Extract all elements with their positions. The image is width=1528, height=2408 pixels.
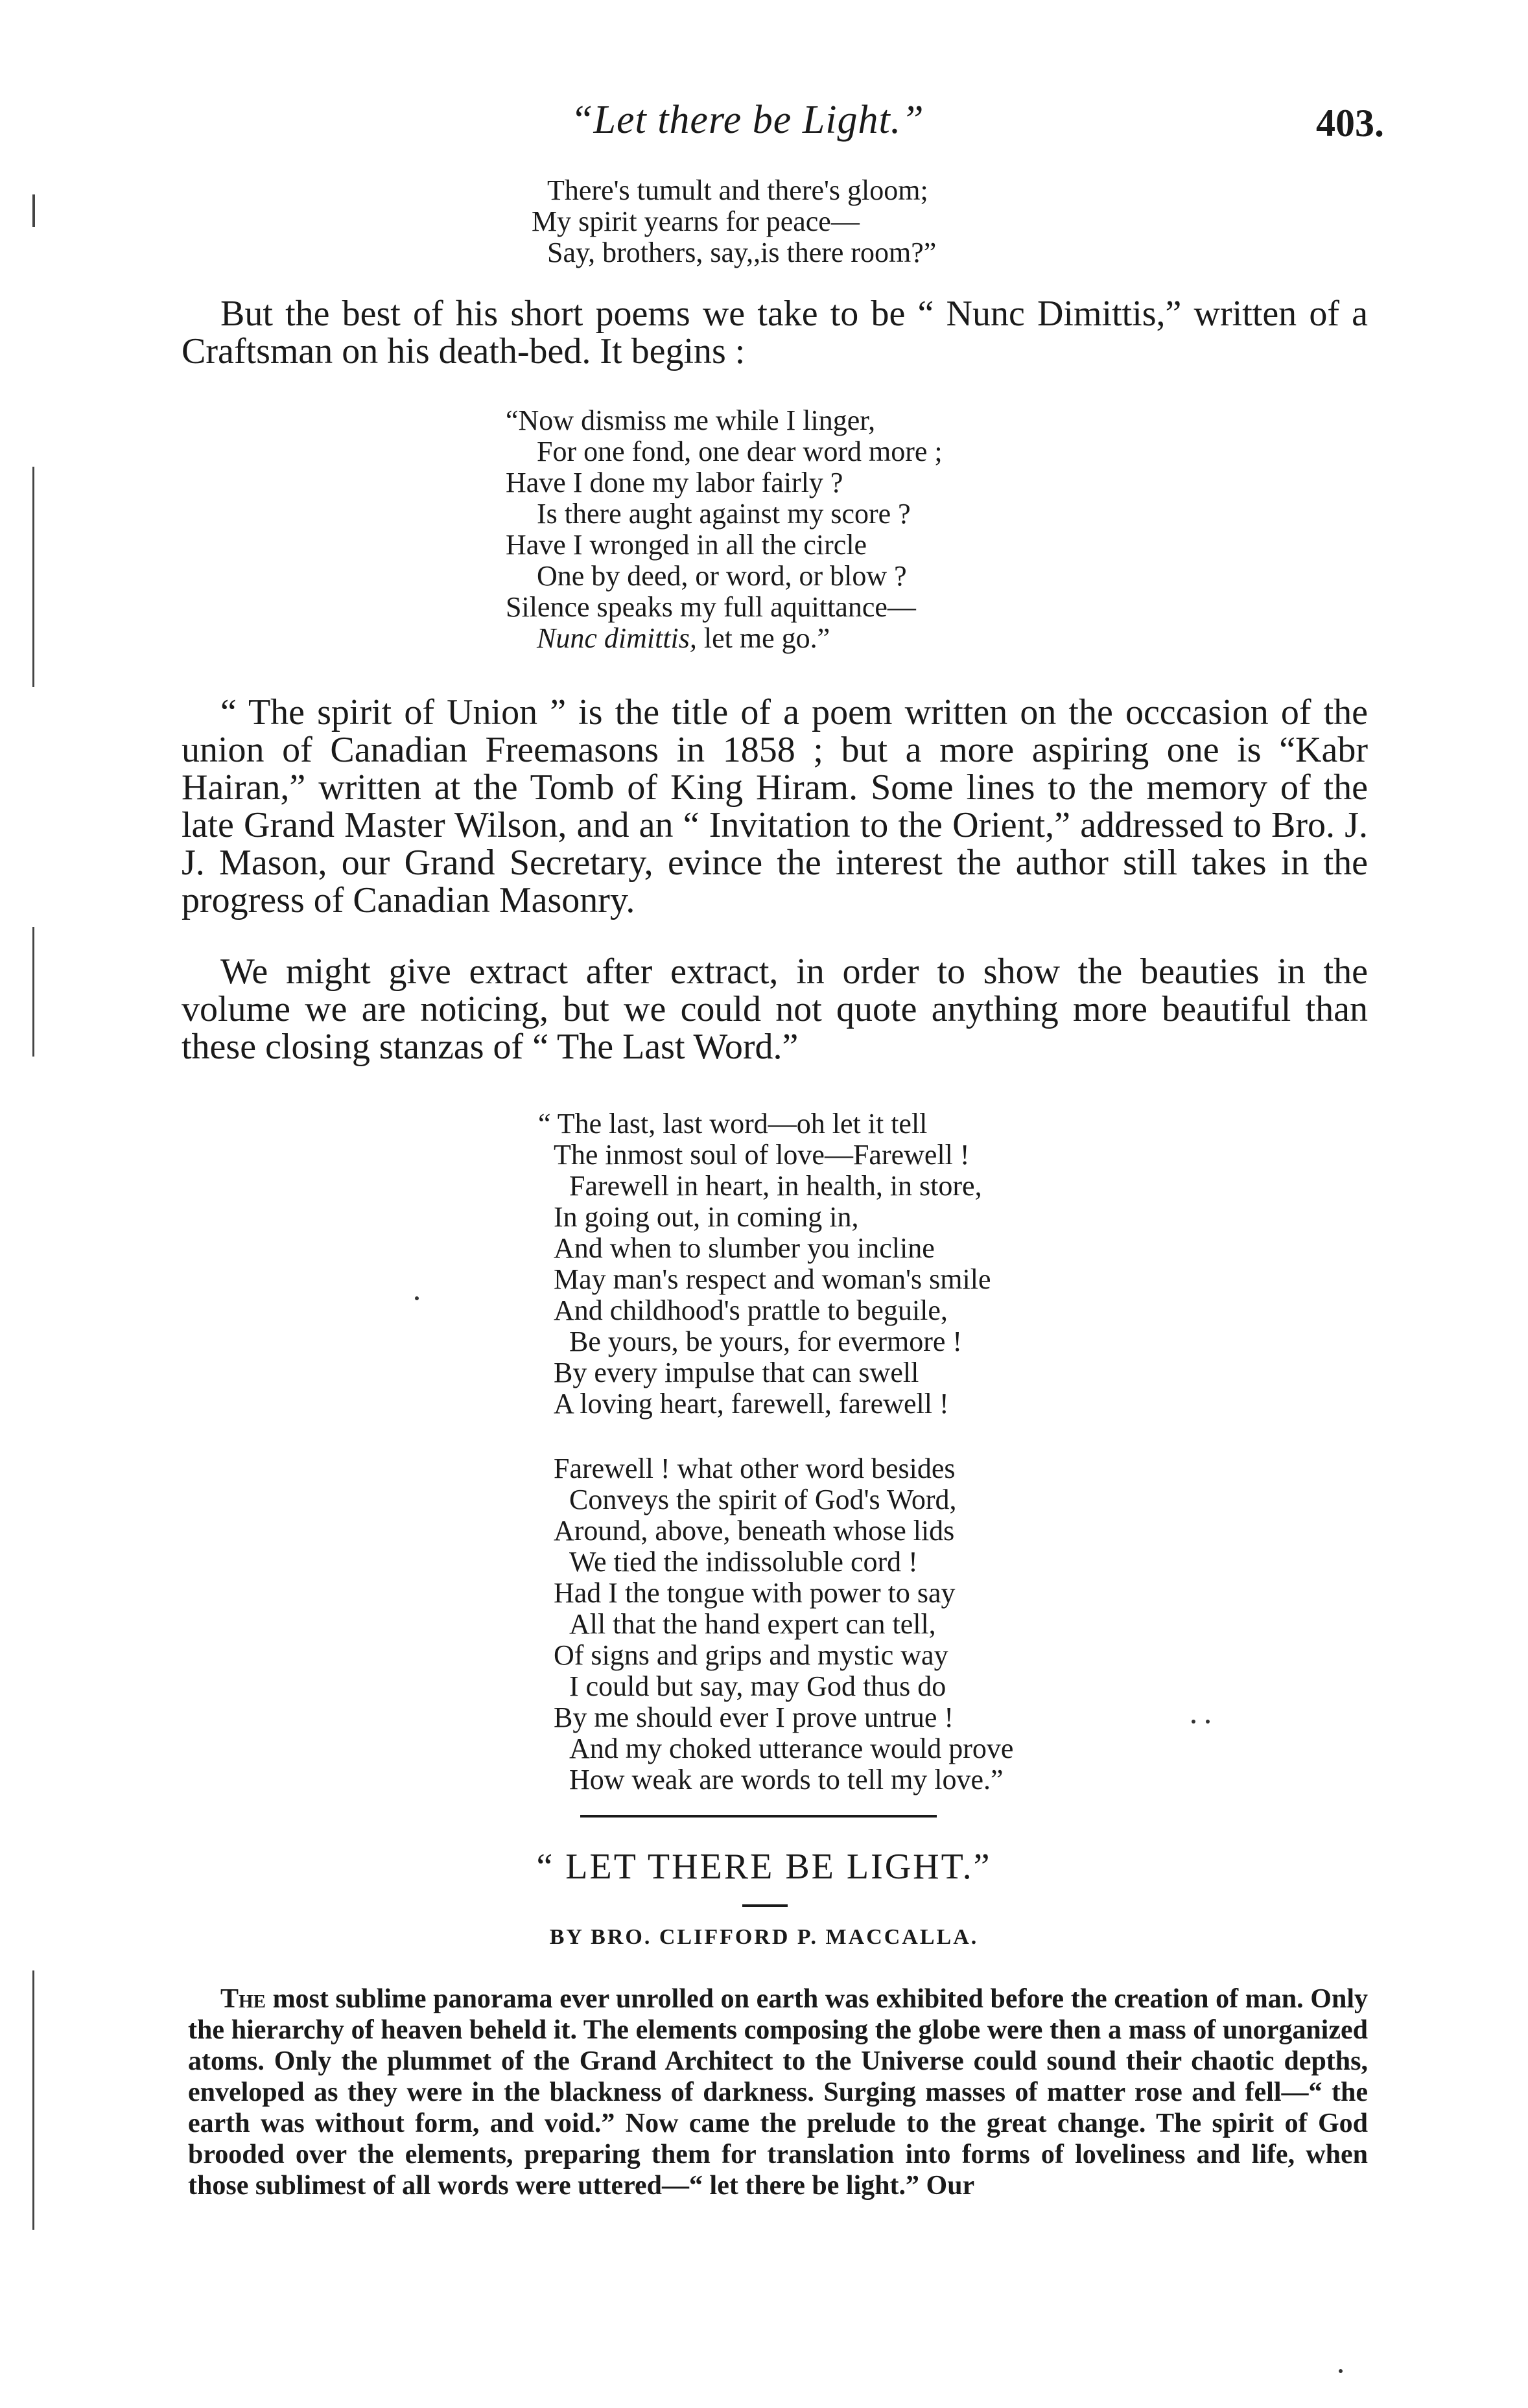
verse-line: Have I wronged in all the circle xyxy=(506,529,867,561)
margin-mark xyxy=(32,194,35,227)
verse-line: A loving heart, farewell, farewell ! xyxy=(554,1388,949,1420)
verse-line: By me should ever I prove untrue ! xyxy=(554,1701,954,1733)
article-byline: BY BRO. CLIFFORD P. MACCALLA. xyxy=(549,1925,979,1949)
page-header xyxy=(0,97,1528,156)
article-dropcap: The xyxy=(220,1984,266,2014)
stray-dot xyxy=(1339,2369,1343,2373)
verse-line: The inmost soul of love—Farewell ! xyxy=(554,1139,970,1171)
verse-line: Of signs and grips and mystic way xyxy=(554,1639,948,1671)
page-number: 403. xyxy=(1316,102,1384,145)
stray-dot xyxy=(415,1296,419,1300)
verse-line: In going out, in coming in, xyxy=(554,1201,859,1233)
verse-line: Farewell ! what other word besides xyxy=(554,1453,956,1484)
verse-line: My spirit yearns for peace— xyxy=(532,205,860,237)
verse-line: I could but say, may God thus do xyxy=(569,1670,946,1702)
verse-line: One by deed, or word, or blow ? xyxy=(537,560,907,592)
verse-line: How weak are words to tell my love.” xyxy=(569,1764,1004,1795)
running-title: “Let there be Light.” xyxy=(570,98,924,142)
verse-line: Have I done my labor fairly ? xyxy=(506,467,843,498)
section-divider xyxy=(580,1815,937,1818)
paragraph-extracts: We might give extract after extract, in order to show the beauties in the volume we are noticing, but we could not quote anything more beautiful than these closing stanzas of “ The Last Word.” xyxy=(182,952,1368,1067)
verse-top xyxy=(532,175,936,268)
paragraph-spirit-of-union: “ The spirit of Union ” is the title of a poem written on the occcasion of the union of Canadian Freemasons in 1858 ; but a more aspiring one is “Kabr Hairan,” written at the Tomb of King Hiram. Some lines to the memory of the late Grand Master Wilson, and an “ Invitation to the Orient,” addressed to Bro. J. J. Mason, our Grand Secretary, evince the interest the author still takes in the progress of Canadian Masonry. xyxy=(182,692,1368,920)
nunc-dimittis-italic: Nunc dimittis, xyxy=(537,622,697,654)
verse-nunc-dimittis xyxy=(506,405,943,654)
verse-line: And childhood's prattle to beguile, xyxy=(554,1294,948,1326)
verse-line: All that the hand expert can tell, xyxy=(569,1608,936,1640)
verse-line: “Now dismiss me while I linger, xyxy=(506,404,876,436)
verse-line: Around, above, beneath whose lids xyxy=(554,1515,955,1547)
verse-line-last xyxy=(506,623,943,654)
stray-dot xyxy=(1206,1720,1210,1724)
verse-line: For one fond, one dear word more ; xyxy=(537,436,943,467)
margin-mark xyxy=(32,1970,34,2230)
verse-line-tail: let me go.” xyxy=(696,622,830,654)
verse-line: Is there aught against my score ? xyxy=(537,498,911,530)
paragraph-nunc-dimittis-intro: But the best of his short poems we take to be “ Nunc Dimittis,” written of a Craftsman on his death-bed. It begins : xyxy=(182,294,1368,371)
title-underline xyxy=(742,1904,788,1907)
verse-line: Conveys the spirit of God's Word, xyxy=(569,1484,957,1515)
verse-line: And my choked utterance would prove xyxy=(569,1733,1014,1764)
verse-line: Be yours, be yours, for evermore ! xyxy=(569,1326,963,1357)
verse-line: And when to slumber you incline xyxy=(554,1232,935,1264)
verse-last-word xyxy=(538,1108,1013,1795)
verse-line: Farewell in heart, in health, in store, xyxy=(569,1170,982,1202)
margin-mark xyxy=(32,927,34,1057)
margin-mark xyxy=(32,467,34,687)
verse-line: “ The last, last word—oh let it tell xyxy=(538,1108,928,1140)
verse-line: Say, brothers, say,,is there room?” xyxy=(547,237,937,268)
article-title: “ LET THERE BE LIGHT.” xyxy=(536,1847,992,1887)
article-body xyxy=(188,1983,1368,2201)
verse-line: Silence speaks my full aquittance— xyxy=(506,591,916,623)
verse-line: We tied the indissoluble cord ! xyxy=(569,1546,918,1578)
verse-line: May man's respect and woman's smile xyxy=(554,1263,991,1295)
verse-line: By every impulse that can swell xyxy=(554,1357,919,1388)
article-body-text: most sublime panorama ever unrolled on earth was exhibited before the creation of man. Only the hierarchy of heaven beheld it. The elements composing the globe were then a mass of unorganized atoms. Only the plummet of the Grand Architect to the Universe could sound their chaotic depths, enveloped as they were in the blackness of darkness. Surging masses of matter rose and fell—“ the earth was without form, and void.” Now came the prelude to the great change. The spirit of God brooded over the elements, preparing them for translation into forms of loveliness and life, when those sublimest of all words were uttered—“ let there be light.” Our xyxy=(188,1984,1368,2201)
verse-line: Had I the tongue with power to say xyxy=(554,1577,956,1609)
verse-line: There's tumult and there's gloom; xyxy=(547,174,928,206)
stray-dot xyxy=(1192,1720,1195,1724)
